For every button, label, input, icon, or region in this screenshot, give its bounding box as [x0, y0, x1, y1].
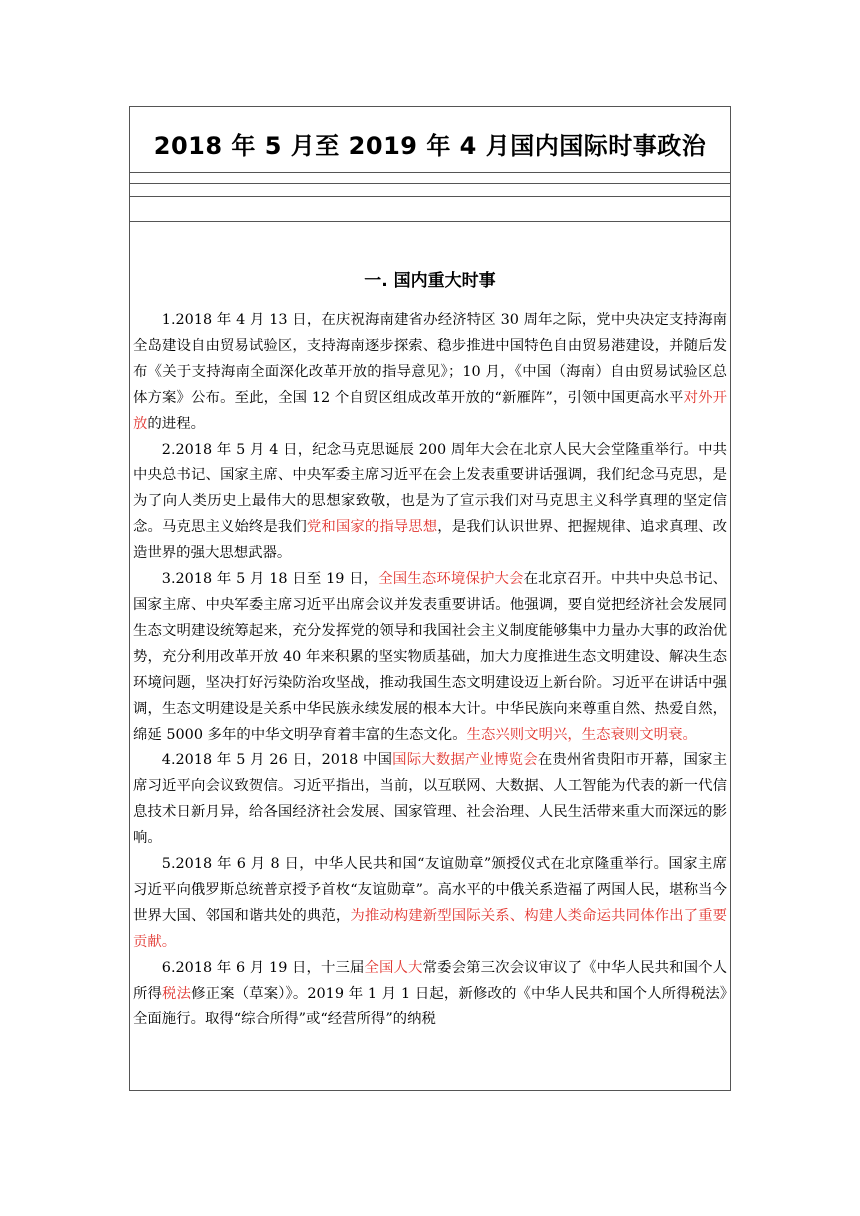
highlight-text: 税法	[162, 985, 192, 1002]
document-title: 2018 年 5 月至 2019 年 4 月国内国际时事政治	[153, 132, 707, 160]
empty-row-2	[129, 183, 731, 197]
highlight-text: 全国人大	[364, 959, 423, 976]
paragraph-text: 在贵州省贵阳市开幕，国家主席习近平向会议致贺信。习近平指出，当前，以互联网、大数据、人工智能为代表的新一代信息技术日新月异，给各国经济社会发展、国家管理、社会治理、人民生活带来重大而深远的影响。	[133, 752, 727, 847]
paragraph-text: 修正案（草案）》。2019 年 1 月 1 日起，新修改的《中华人民共和国个人所得税法》全面施行。取得“综合所得”或“经营所得”的纳税	[133, 985, 727, 1028]
paragraph-text: 4.2018 年 5 月 26 日，2018 中国	[161, 752, 393, 769]
paragraph-1	[133, 308, 727, 438]
article-body	[133, 308, 727, 1033]
paragraph-4	[133, 748, 727, 852]
paragraph-5	[133, 852, 727, 956]
title-cell	[129, 106, 731, 173]
section-heading: 一. 国内重大时事	[364, 271, 496, 291]
paragraph-text: 常委会第三次会议审议了《中华人民共和国个人所得	[133, 959, 727, 1002]
highlight-text: 全国生态环境保护大会	[378, 571, 524, 588]
paragraph-text: ，是我们认识世界、把握规律、追求真理、改造世界的强大思想武器。	[133, 519, 727, 562]
paragraph-text: 3.2018 年 5 月 18 日至 19 日，	[161, 571, 379, 588]
highlight-text: 对外开放	[133, 389, 727, 432]
highlight-text: 党和国家的指导思想	[306, 519, 438, 536]
paragraph-6	[133, 956, 727, 1034]
highlight-text: 生态兴则文明兴，生态衰则文明衰。	[466, 726, 697, 743]
highlight-text: 为推动构建新型国际关系、构建人类命运共同体作出了重要贡献。	[133, 907, 727, 950]
paragraph-3	[133, 567, 727, 748]
paragraph-text: 2.2018 年 5 月 4 日，纪念马克思诞辰 200 周年大会在北京人民大会堂隆重举行。中共中央总书记、国家主席、中央军委主席习近平在会上发表重要讲话强调，我们纪念马克思，是为了向人类历史上最伟大的思想家致敬，也是为了宣示我们对马克思主义科学真理的坚定信念。马克思主义始终是我们	[133, 441, 727, 536]
paragraph-text: 的进程。	[147, 415, 205, 432]
paragraph-text: 在北京召开。中共中央总书记、国家主席、中央军委主席习近平出席会议并发表重要讲话。他强调，要自觉把经济社会发展同生态文明建设统筹起来，充分发挥党的领导和我国社会主义制度能够集中力量办大事的政治优势，充分利用改革开放 40 年来积累的坚实物质基础，加大力度推进生态文明建设、解决生态环境问题，坚决打好污染防治攻坚战，推动我国生态文明建设迈上新台阶。习近平在讲话中强调，生态文明建设是关系中华民族永续发展的根本大计。中华民族向来尊重自然、热爱自然，绵延 5000 多年的中华文明孕育着丰富的生态文化。	[133, 571, 727, 743]
paragraph-2	[133, 438, 727, 568]
highlight-text: 国际大数据产业博览会	[392, 752, 538, 769]
paragraph-text: 1.2018 年 4 月 13 日，在庆祝海南建省办经济特区 30 周年之际，党中央决定支持海南全岛建设自由贸易试验区，支持海南逐步探索、稳步推进中国特色自由贸易港建设，并随后发布《关于支持海南全面深化改革开放的指导意见》；10 月，《中国（海南）自由贸易试验区总体方案》公布。至此，全国 12 个自贸区组成改革开放的“新雁阵”，引领中国更高水平	[133, 312, 727, 406]
paragraph-text: 6.2018 年 6 月 19 日，十三届	[161, 959, 365, 976]
content-cell	[129, 221, 731, 1091]
empty-row-3	[129, 196, 731, 222]
paragraph-text: 5.2018 年 6 月 8 日，中华人民共和国“友谊勋章”颁授仪式在北京隆重举行。国家主席习近平向俄罗斯总统普京授予首枚“友谊勋章”。高水平的中俄关系造福了两国人民，堪称当今世界大国、邻国和谐共处的典范，	[133, 856, 727, 924]
